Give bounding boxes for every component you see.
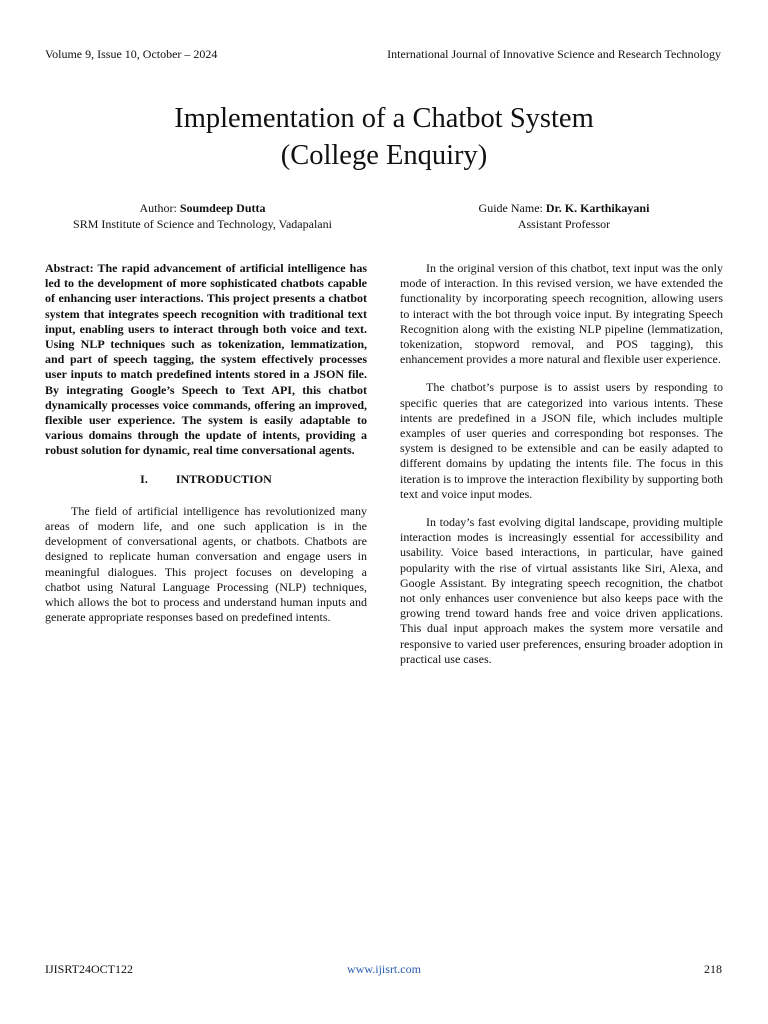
right-column: [400, 261, 723, 680]
footer-paper-id: IJISRT24OCT122: [45, 962, 133, 976]
paper-title-line2: (College Enquiry): [280, 140, 488, 171]
author-line: [45, 200, 360, 216]
author-affiliation: SRM Institute of Science and Technology, Vadapalani: [73, 217, 332, 231]
guide-name: Dr. K. Karthikayani: [545, 201, 650, 215]
footer-page-number: 218: [704, 962, 722, 976]
guide-prefix: Guide Name:: [478, 201, 546, 215]
intro-paragraph-1: The field of artificial intelligence has revolutionized many areas of modern life, and one such application is in the development of conversational agents, or chatbots. Chatbots are designed to replicate human conversation and engage users in meaningful dialogues. This project focuses on developing a chatbot using Natural Language Processing (NLP) techniques, which allows the bot to process and understand human inputs and generate appropriate responses based on predefined intents.: [45, 503, 367, 625]
abstract: Abstract: The rapid advancement of artificial intelligence has led to the development of more sophisticated chatbots capable of enhancing user interactions. This project presents a chatbot system that integrates speech recognition with traditional text input, enabling users to interact through both voice and text. Using NLP techniques such as tokenization, lemmatization, and part of speech tagging, the system effectively processes user inputs to match predefined intents stored in a JSON file. By integrating Google’s Speech to Text API, this chatbot dynamically processes voice commands, offering an improved, flexible user experience. The system is easily adaptable to various domains through the update of intents, providing a robust solution for dynamic, real time conversational agents.: [45, 261, 367, 458]
running-header-volume: Volume 9, Issue 10, October – 2024: [45, 47, 218, 61]
right-paragraph-2: The chatbot’s purpose is to assist users by responding to specific queries that are categorized into various intents. These intents are predefined in a JSON file, which includes multiple examples of user queries and corresponding bot responses. The system is designed to be extensible and can be easily adapted to different domains by updating the intents file. The focus in this iteration is to improve the interaction flexibility by supporting both text and voice input modes.: [400, 380, 723, 501]
guide-line: [405, 200, 723, 216]
footer-website-link[interactable]: www.ijisrt.com: [347, 962, 421, 976]
section-title: INTRODUCTION: [175, 471, 272, 486]
guide-block: [405, 200, 723, 232]
right-paragraph-1: In the original version of this chatbot, text input was the only mode of interaction. In this revised version, we have extended the functionality by incorporating speech recognition, allowing users to interact with the bot through voice input. By integrating Speech Recognition along with the existing NLP pipeline (lemmatization, tokenization, stopword removal, and POS tagging), this enhancement provides a more natural and flexible user experience.: [400, 261, 723, 367]
author-prefix: Author:: [139, 201, 180, 215]
section-heading-introduction: [45, 472, 367, 487]
section-number: I.: [140, 471, 148, 486]
paper-title-line1: Implementation of a Chatbot System: [174, 103, 594, 134]
guide-role: Assistant Professor: [517, 217, 611, 231]
author-block: [45, 200, 360, 232]
author-name: Soumdeep Dutta: [179, 201, 266, 215]
paper-title: [0, 100, 768, 174]
right-paragraph-3: In today’s fast evolving digital landscape, providing multiple interaction modes is increasingly essential for accessibility and usability. Voice based interactions, in particular, have gained popularity with the rise of virtual assistants like Siri, Alexa, and Google Assistant. By integrating speech recognition, the chatbot not only enhances user convenience but also keeps pace with the growing trend toward hands free and voice driven applications. This dual input approach makes the system more versatile and responsive to varied user preferences, ensuring broader adoption in practical use cases.: [400, 515, 723, 666]
running-header-journal: International Journal of Innovative Science and Research Technology: [387, 47, 721, 61]
left-column: [45, 261, 367, 638]
